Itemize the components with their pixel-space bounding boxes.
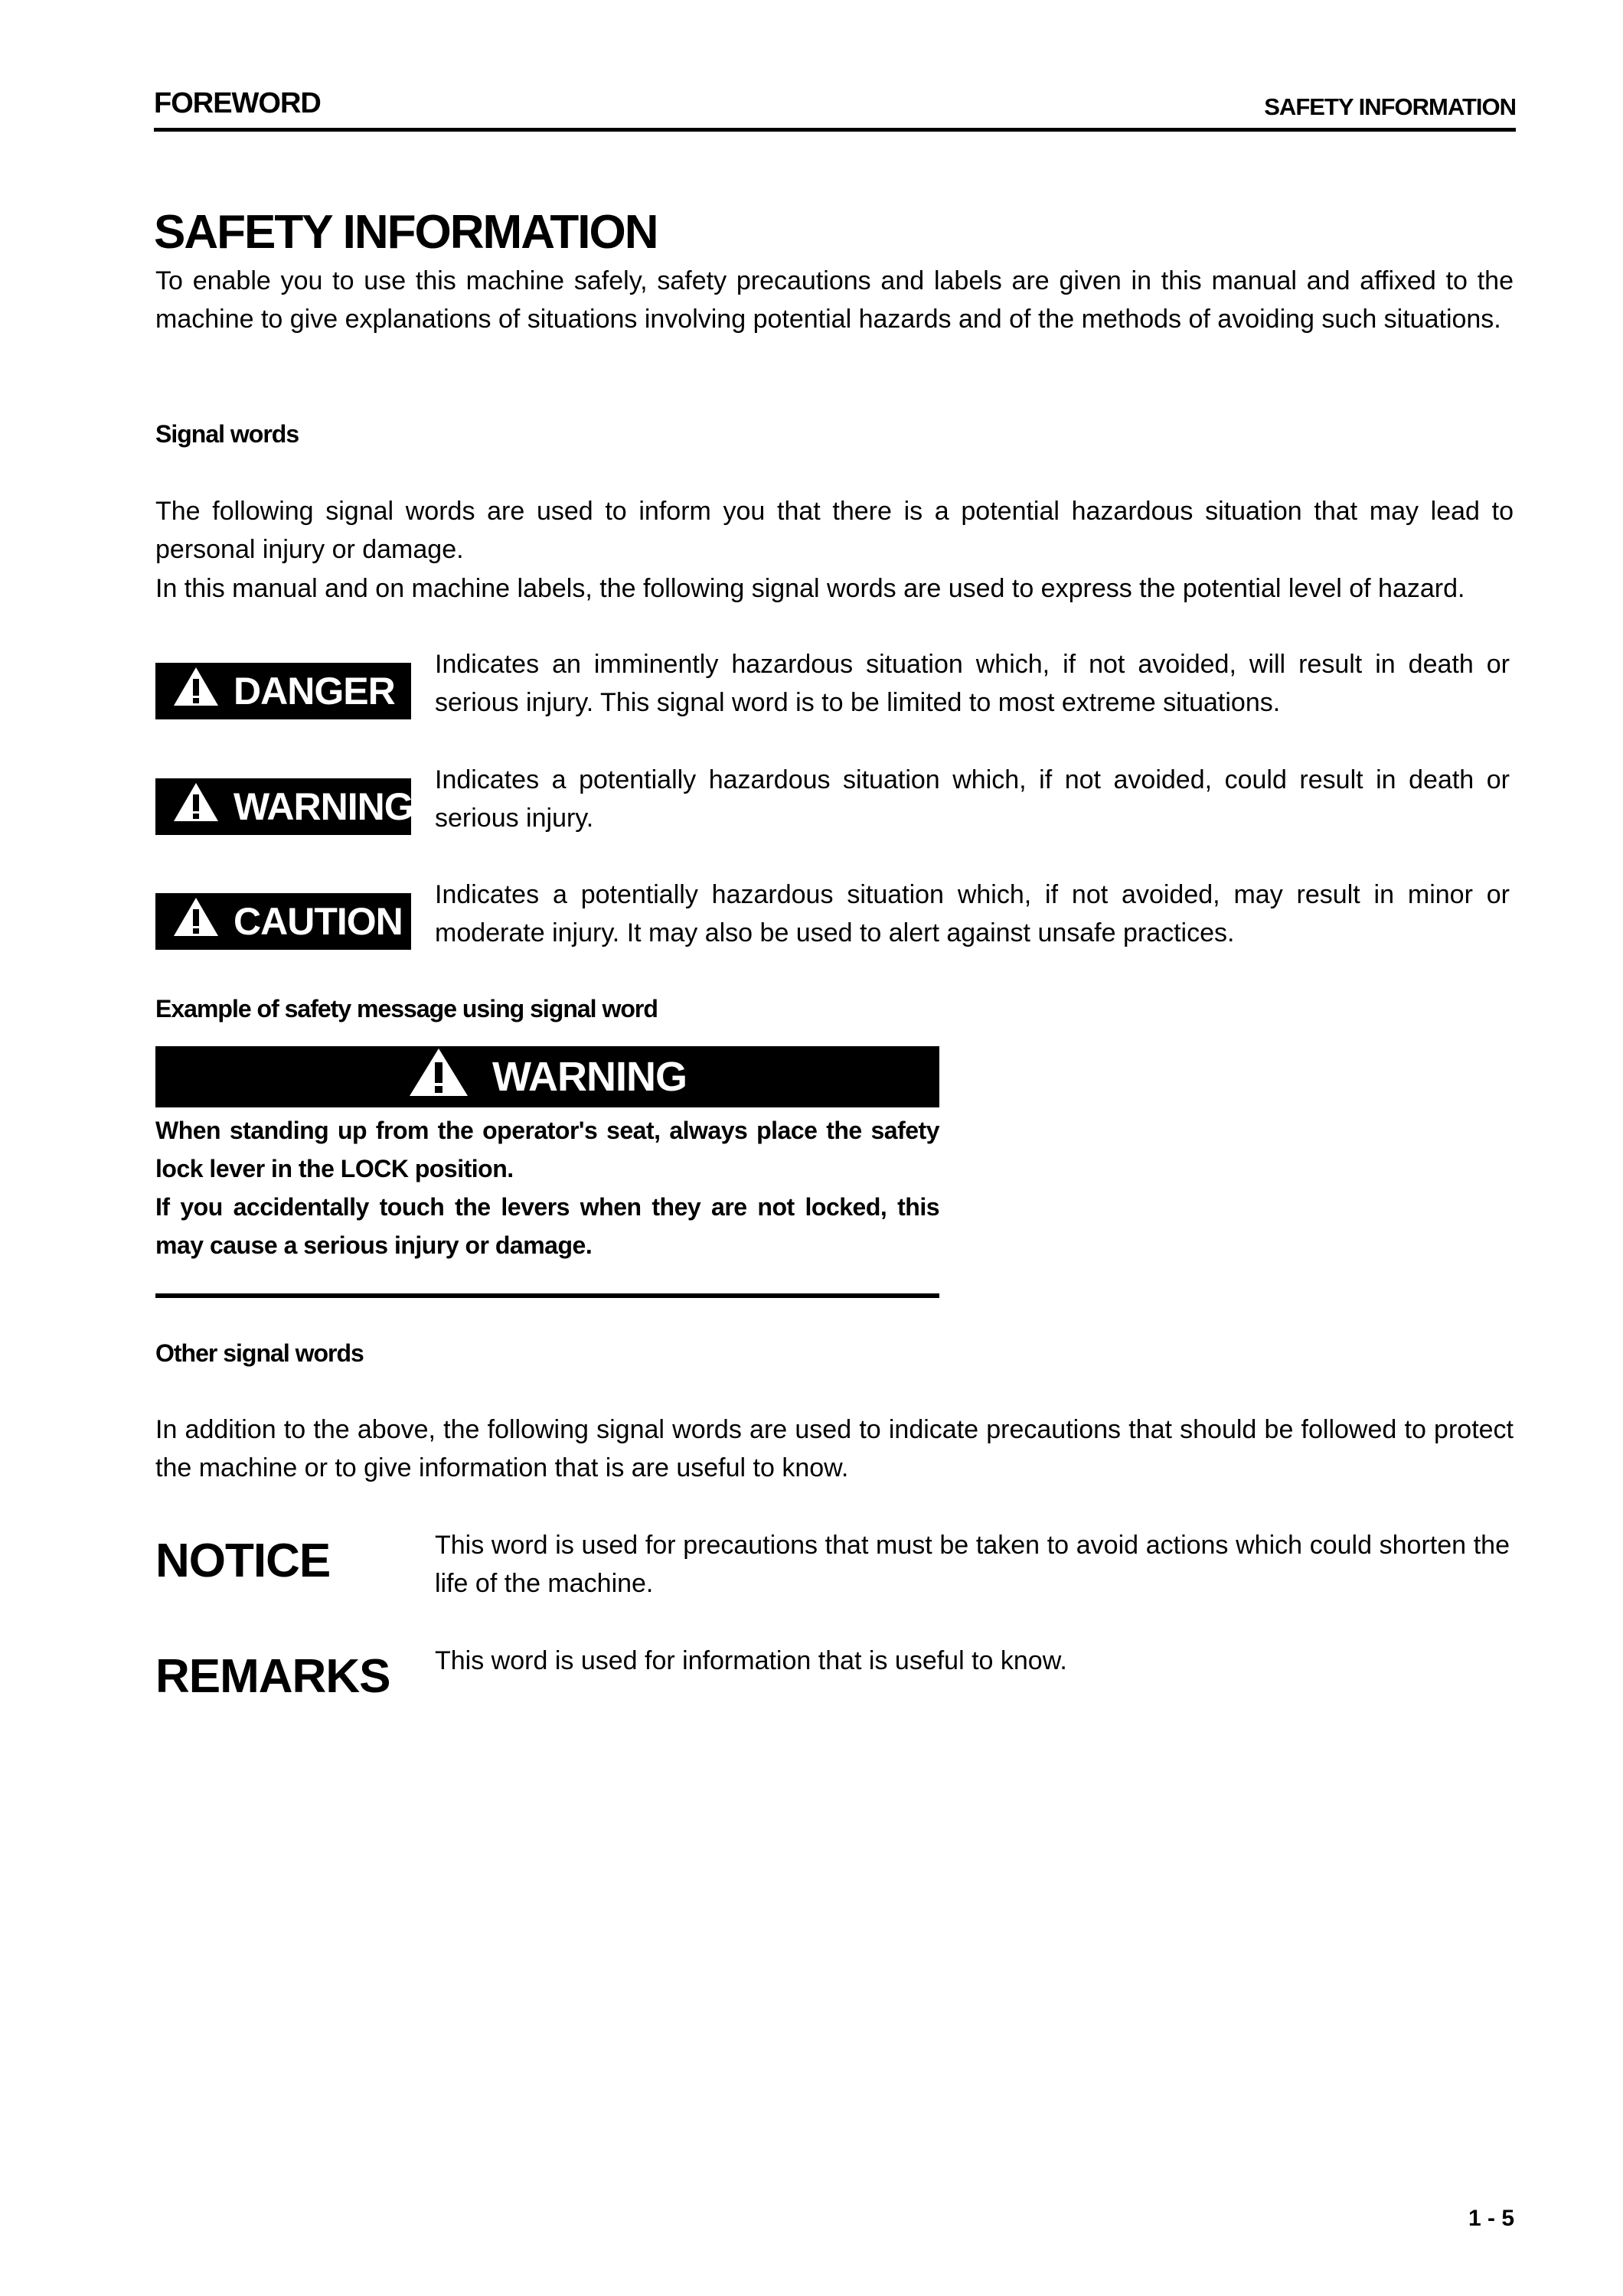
notice-label: NOTICE <box>155 1534 331 1587</box>
example-message <box>155 1111 939 1264</box>
warning-triangle-icon <box>172 896 220 947</box>
danger-label: DANGER <box>233 670 395 713</box>
caution-label: CAUTION <box>233 900 403 943</box>
signal-words-heading: Signal words <box>155 420 299 448</box>
danger-badge <box>155 663 411 719</box>
warning-badge <box>155 778 411 835</box>
notice-description: This word is used for precautions that must be taken to avoid actions which could shorten the life of the machine. <box>435 1531 1510 1598</box>
warning-triangle-icon <box>408 1047 469 1107</box>
remarks-label: REMARKS <box>155 1650 390 1703</box>
signal-words-paragraph-2: In this manual and on machine labels, the following signal words are used to express the potential level of hazard. <box>155 574 1465 603</box>
page-number: 1 - 5 <box>1468 2206 1514 2231</box>
caution-description: Indicates a potentially hazardous situation which, if not avoided, may result in minor or moderate injury. It may also be used to alert against unsafe practices. <box>435 880 1510 947</box>
other-signal-words-heading: Other signal words <box>155 1339 364 1367</box>
header-section-right: SAFETY INFORMATION <box>1264 93 1516 120</box>
warning-label: WARNING <box>233 785 413 828</box>
danger-description: Indicates an imminently hazardous situation which, if not avoided, will result in death or serious injury. This signal word is to be limited to most extreme situations. <box>435 650 1510 717</box>
header-rule <box>154 128 1516 132</box>
warning-triangle-icon <box>172 666 220 716</box>
header-section-left: FOREWORD <box>154 87 321 119</box>
intro-paragraph: To enable you to use this machine safely, safety precautions and labels are given in this manual and affixed to the machine to give explanations of situations involving potential hazards and of the methods of avoiding such situations. <box>155 266 1514 334</box>
caution-badge <box>155 893 411 950</box>
signal-words-paragraph-1: The following signal words are used to inform you that there is a potential hazardous situation that may lead to personal injury or damage. <box>155 497 1514 564</box>
example-warning-bar <box>155 1046 939 1107</box>
other-signal-words-paragraph: In addition to the above, the following signal words are used to indicate precautions that should be followed to protect the machine or to give information that is are useful to know. <box>155 1415 1514 1482</box>
example-warning-label: WARNING <box>492 1054 687 1100</box>
warning-description: Indicates a potentially hazardous situation which, if not avoided, could result in death or serious injury. <box>435 765 1510 833</box>
remarks-description: This word is used for information that is useful to know. <box>435 1646 1067 1675</box>
example-message-line-1: When standing up from the operator's seat, always place the safety lock lever in the LOCK position. <box>155 1117 939 1182</box>
example-bottom-rule <box>155 1293 939 1298</box>
warning-triangle-icon <box>172 781 220 832</box>
example-message-line-2: If you accidentally touch the levers when they are not locked, this may cause a serious injury or damage. <box>155 1193 939 1259</box>
example-heading: Example of safety message using signal word <box>155 995 658 1022</box>
page-title: SAFETY INFORMATION <box>154 206 658 259</box>
